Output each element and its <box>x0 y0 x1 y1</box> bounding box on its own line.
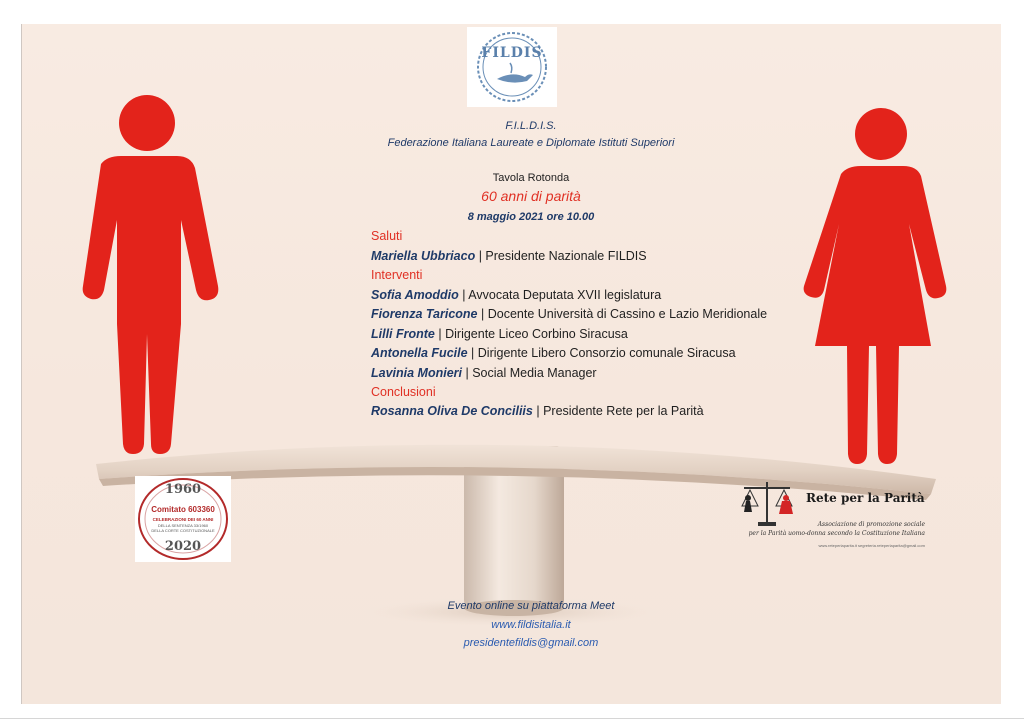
program-line: Lilli Fronte | Dirigente Liceo Corbino Siracusa <box>371 327 628 341</box>
fildis-lamp-icon <box>467 27 557 107</box>
org-acronym: F.I.L.D.I.S. <box>505 120 557 132</box>
rete-parita-logo <box>736 474 931 566</box>
program-line: Fiorenza Taricone | Docente Università di Cassino e Lazio Meridionale <box>371 307 768 321</box>
program-line: Rosanna Oliva De Conciliis | Presidente Rete per la Parità <box>371 404 704 418</box>
rete-subtitle1: Associazione di promozione sociale <box>817 521 925 528</box>
online-event-note: Evento online su piattaforma Meet <box>447 600 615 612</box>
rete-subtitle2: per la Parità uomo-donna secondo la Costituzione Italiana <box>748 530 925 537</box>
frame-left-border <box>21 24 22 704</box>
program-line: Sofia Amoddio | Avvocata Deputata XVII legislatura <box>371 288 662 302</box>
email-link[interactable]: presidentefildis@gmail.com <box>463 637 599 649</box>
seal-line2: DELLA SENTENZA 33/1960 <box>157 523 209 528</box>
website-link[interactable]: www.fildisitalia.it <box>491 619 571 631</box>
event-title: 60 anni di parità <box>481 188 581 204</box>
seal-year-bottom: 2020 <box>164 539 202 554</box>
program-line: Antonella Fucile | Dirigente Libero Consorzio comunale Siracusa <box>371 346 736 360</box>
woman-figure <box>804 108 947 464</box>
seal-line1: CELEBRAZIONI DEI 60 ANNI <box>152 517 214 522</box>
rete-contacts: www.reteperlaparita.it segreteria.reteperlaparita@gmail.com <box>818 543 925 548</box>
fildis-logo-text: FILDIS <box>481 45 543 61</box>
man-figure <box>83 95 219 454</box>
page-bottom-divider <box>0 718 1024 719</box>
event-datetime: 8 maggio 2021 ore 10.00 <box>467 211 595 223</box>
program-line: Mariella Ubbriaco | Presidente Nazionale FILDIS <box>371 249 647 263</box>
conclusioni-label: Conclusioni <box>371 385 436 399</box>
event-format: Tavola Rotonda <box>492 172 570 184</box>
fildis-logo <box>467 27 557 107</box>
program-line: Lavinia Monieri | Social Media Manager <box>371 366 597 380</box>
comitato-seal <box>135 476 231 562</box>
seal-committee: Comitato 603360 <box>151 505 215 514</box>
org-full-name: Federazione Italiana Laureate e Diplomate Istituti Superiori <box>387 137 675 149</box>
rete-name: Rete per la Parità <box>806 491 925 505</box>
seal-line3: DELLA CORTE COSTITUZIONALE <box>151 528 215 533</box>
scales-justice-icon <box>736 476 798 528</box>
seal-year-top: 1960 <box>164 482 202 497</box>
interventi-label: Interventi <box>371 268 423 282</box>
saluti-label: Saluti <box>371 229 403 243</box>
event-poster <box>21 24 1001 704</box>
